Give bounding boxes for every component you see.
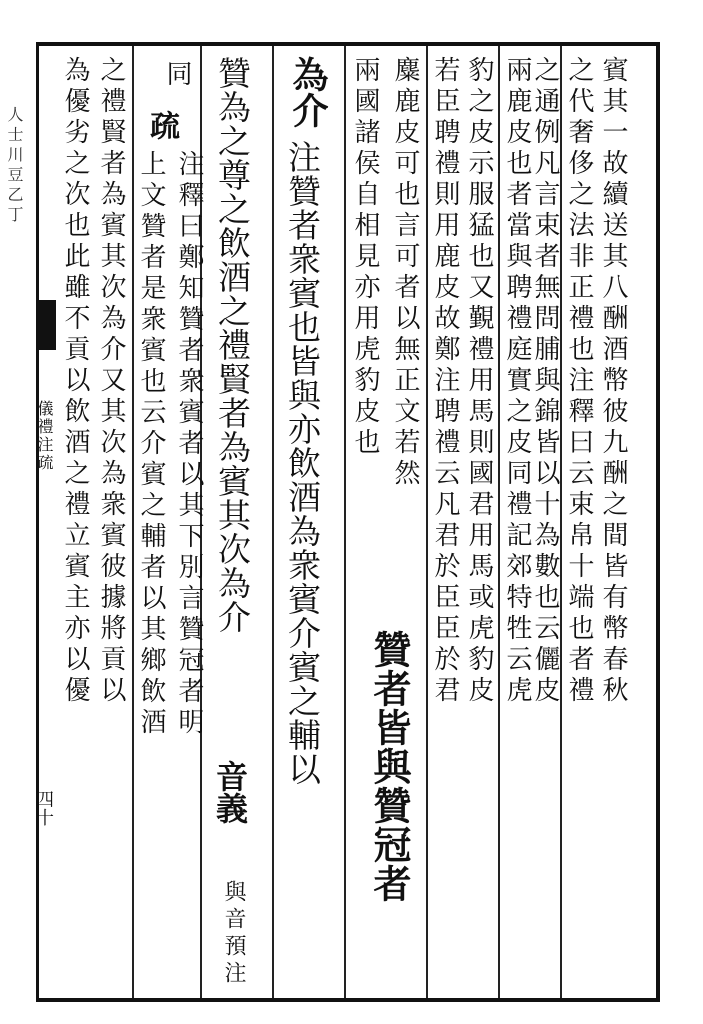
margin-fish-tail-mark <box>36 300 56 350</box>
frame-bottom-line <box>36 998 660 1002</box>
text-column-8: 兩國諸侯自相見亦用虎豹皮也 <box>350 56 380 459</box>
page-margin-strip <box>0 46 36 1000</box>
text-column-13: 之禮賢者為賓其次為介又其次為衆賓彼據將貢以 <box>96 56 126 707</box>
margin-book-title: 儀禮注疏 <box>35 400 54 472</box>
text-column-6: 若臣聘禮則用鹿皮故鄭注聘禮云凡君於臣臣於君 <box>430 56 460 707</box>
text-column-12: 上文贊者是衆賓也云介賓之輔者以其鄉飲酒 <box>136 150 166 739</box>
column-rule <box>344 46 346 998</box>
text-column-10-main: 贊為之尊之飲酒之禮賢者為賓其次為介 <box>213 56 252 634</box>
text-column-9-main: 為介 <box>287 56 329 128</box>
text-column-11-shu: 疏 <box>144 110 179 140</box>
text-column-10-yinyi: 音義 <box>211 760 249 824</box>
text-column-11-top: 同 <box>162 60 192 91</box>
column-rule <box>560 46 562 998</box>
column-rule <box>426 46 428 998</box>
column-rule <box>132 46 134 998</box>
margin-page-number: 四十 <box>33 790 54 826</box>
frame-left-line <box>36 42 39 1002</box>
text-column-2: 之代奢侈之法非正禮也注釋曰云束帛十端也者禮 <box>564 56 594 707</box>
text-column-7-annotation: 麋鹿皮可也言可者以無正文若然 <box>390 56 420 490</box>
text-column-14: 為優劣之次也此雖不貢以飲酒之禮立賓主亦以優 <box>60 56 90 707</box>
column-rule <box>498 46 500 998</box>
text-column-3: 之通例凡言束者無問脯與錦皆以十為數也云儷皮 <box>530 56 560 707</box>
text-column-10-note: 與音預注 <box>221 880 246 988</box>
text-column-1: 賓其一故續送其八酬酒幣彼九酬之間皆有幣春秋 <box>598 56 628 707</box>
text-column-7-main: 贊者皆與贊冠者 <box>367 630 412 903</box>
text-column-9-annotation: 注贊者衆賓也皆與亦飲酒為衆賓介賓之輔以 <box>283 140 322 786</box>
text-column-5: 豹之皮示服猛也又覲禮用馬則國君用馬或虎豹皮 <box>464 56 494 707</box>
frame-top-line <box>36 42 660 46</box>
margin-header-text: 人士川豆乙丁 <box>5 106 24 226</box>
frame-right-line <box>656 42 660 1002</box>
text-column-4: 兩鹿皮也者當與聘禮庭實之皮同禮記郊特牲云虎 <box>502 56 532 707</box>
text-column-11-main: 注釋曰鄭知贊者衆賓者以其下別言贊冠者明 <box>174 150 204 739</box>
column-rule <box>272 46 274 998</box>
